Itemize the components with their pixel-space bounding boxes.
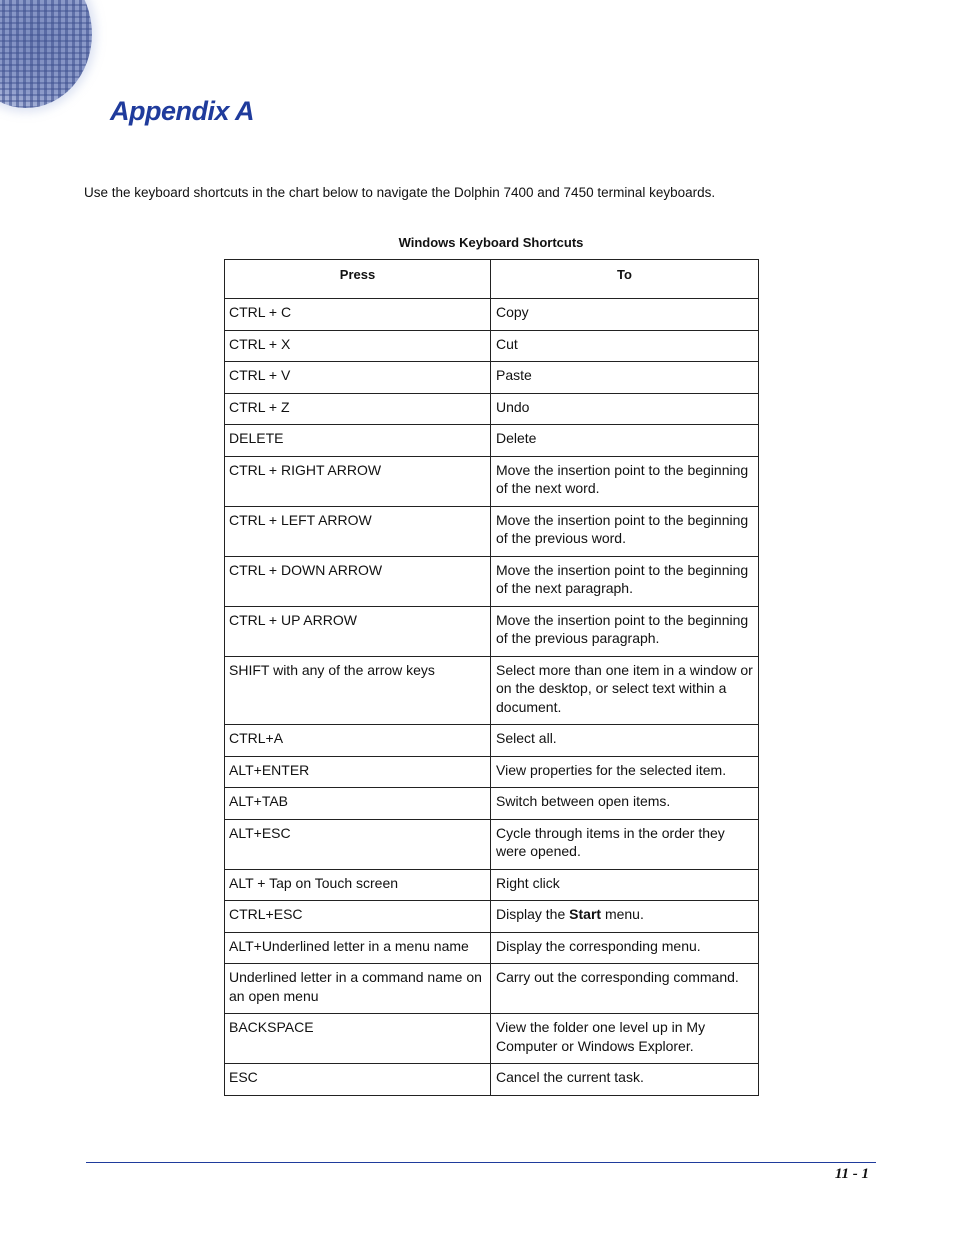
column-header-press: Press bbox=[225, 260, 491, 299]
shortcut-action-cell: Move the insertion point to the beginning of the previous paragraph. bbox=[491, 606, 759, 656]
shortcut-key-cell: CTRL+ESC bbox=[225, 901, 491, 933]
table-row bbox=[225, 869, 759, 901]
table-row bbox=[225, 819, 759, 869]
shortcut-key-cell: ALT+TAB bbox=[225, 788, 491, 820]
shortcut-key-cell: CTRL + UP ARROW bbox=[225, 606, 491, 656]
start-menu-bold-text: Start bbox=[569, 906, 602, 922]
shortcut-action-cell: Right click bbox=[491, 869, 759, 901]
shortcut-action-cell: Select more than one item in a window or on the desktop, or select text within a document. bbox=[491, 656, 759, 725]
shortcut-action-cell: Move the insertion point to the beginning of the next paragraph. bbox=[491, 556, 759, 606]
table-row bbox=[225, 330, 759, 362]
table-row bbox=[225, 362, 759, 394]
shortcut-key-cell: CTRL + DOWN ARROW bbox=[225, 556, 491, 606]
shortcut-action-cell: Paste bbox=[491, 362, 759, 394]
column-header-to: To bbox=[491, 260, 759, 299]
shortcut-key-cell: DELETE bbox=[225, 425, 491, 457]
shortcut-action-cell: Cycle through items in the order they were opened. bbox=[491, 819, 759, 869]
shortcut-action-cell: Carry out the corresponding command. bbox=[491, 964, 759, 1014]
shortcut-key-cell: SHIFT with any of the arrow keys bbox=[225, 656, 491, 725]
action-text: Display the bbox=[496, 906, 570, 922]
table-row bbox=[225, 425, 759, 457]
shortcut-action-cell bbox=[491, 901, 759, 933]
shortcut-key-cell: BACKSPACE bbox=[225, 1014, 491, 1064]
shortcut-action-cell: Cut bbox=[491, 330, 759, 362]
shortcut-action-cell: Cancel the current task. bbox=[491, 1064, 759, 1096]
table-row bbox=[225, 788, 759, 820]
shortcut-action-cell: View the folder one level up in My Computer or Windows Explorer. bbox=[491, 1014, 759, 1064]
shortcut-key-cell: ALT+ESC bbox=[225, 819, 491, 869]
shortcut-key-cell: ALT + Tap on Touch screen bbox=[225, 869, 491, 901]
shortcut-key-cell: CTRL + RIGHT ARROW bbox=[225, 456, 491, 506]
shortcut-action-cell: Move the insertion point to the beginning of the next word. bbox=[491, 456, 759, 506]
table-row bbox=[225, 901, 759, 933]
shortcut-action-cell: Delete bbox=[491, 425, 759, 457]
table-row bbox=[225, 932, 759, 964]
shortcut-key-cell: ESC bbox=[225, 1064, 491, 1096]
shortcut-action-cell: Copy bbox=[491, 299, 759, 331]
table-row bbox=[225, 506, 759, 556]
shortcut-key-cell: ALT+Underlined letter in a menu name bbox=[225, 932, 491, 964]
shortcut-action-cell: Move the insertion point to the beginning of the previous word. bbox=[491, 506, 759, 556]
table-body bbox=[225, 299, 759, 1096]
table-row bbox=[225, 606, 759, 656]
shortcut-key-cell: Underlined letter in a command name on an open menu bbox=[225, 964, 491, 1014]
shortcut-action-cell: View properties for the selected item. bbox=[491, 756, 759, 788]
shortcut-key-cell: CTRL + X bbox=[225, 330, 491, 362]
table-row bbox=[225, 299, 759, 331]
shortcut-key-cell: CTRL + LEFT ARROW bbox=[225, 506, 491, 556]
table-row bbox=[225, 393, 759, 425]
shortcut-action-cell: Switch between open items. bbox=[491, 788, 759, 820]
table-row bbox=[225, 756, 759, 788]
shortcut-key-cell: CTRL + C bbox=[225, 299, 491, 331]
shortcut-key-cell: CTRL + Z bbox=[225, 393, 491, 425]
table-caption: Windows Keyboard Shortcuts bbox=[398, 235, 584, 250]
page-title: Appendix A bbox=[110, 96, 255, 126]
page-number: 11 - 1 bbox=[834, 1166, 869, 1182]
shortcut-key-cell: ALT+ENTER bbox=[225, 756, 491, 788]
table-row bbox=[225, 656, 759, 725]
table-row bbox=[225, 1014, 759, 1064]
table-row bbox=[225, 964, 759, 1014]
shortcut-action-cell: Select all. bbox=[491, 725, 759, 757]
shortcut-key-cell: CTRL+A bbox=[225, 725, 491, 757]
table-row bbox=[225, 1064, 759, 1096]
shortcut-action-cell: Display the corresponding menu. bbox=[491, 932, 759, 964]
shortcut-key-cell: CTRL + V bbox=[225, 362, 491, 394]
shortcut-action-cell: Undo bbox=[491, 393, 759, 425]
footer-divider bbox=[86, 1162, 876, 1163]
table-row bbox=[225, 556, 759, 606]
shortcuts-table bbox=[224, 259, 759, 1096]
action-text: menu. bbox=[601, 906, 644, 922]
table-row bbox=[225, 725, 759, 757]
table-header-row bbox=[225, 260, 759, 299]
intro-paragraph: Use the keyboard shortcuts in the chart below to navigate the Dolphin 7400 and 7450 terminal keyboards. bbox=[84, 185, 716, 200]
corner-decoration-graphic bbox=[0, 0, 92, 108]
table-row bbox=[225, 456, 759, 506]
